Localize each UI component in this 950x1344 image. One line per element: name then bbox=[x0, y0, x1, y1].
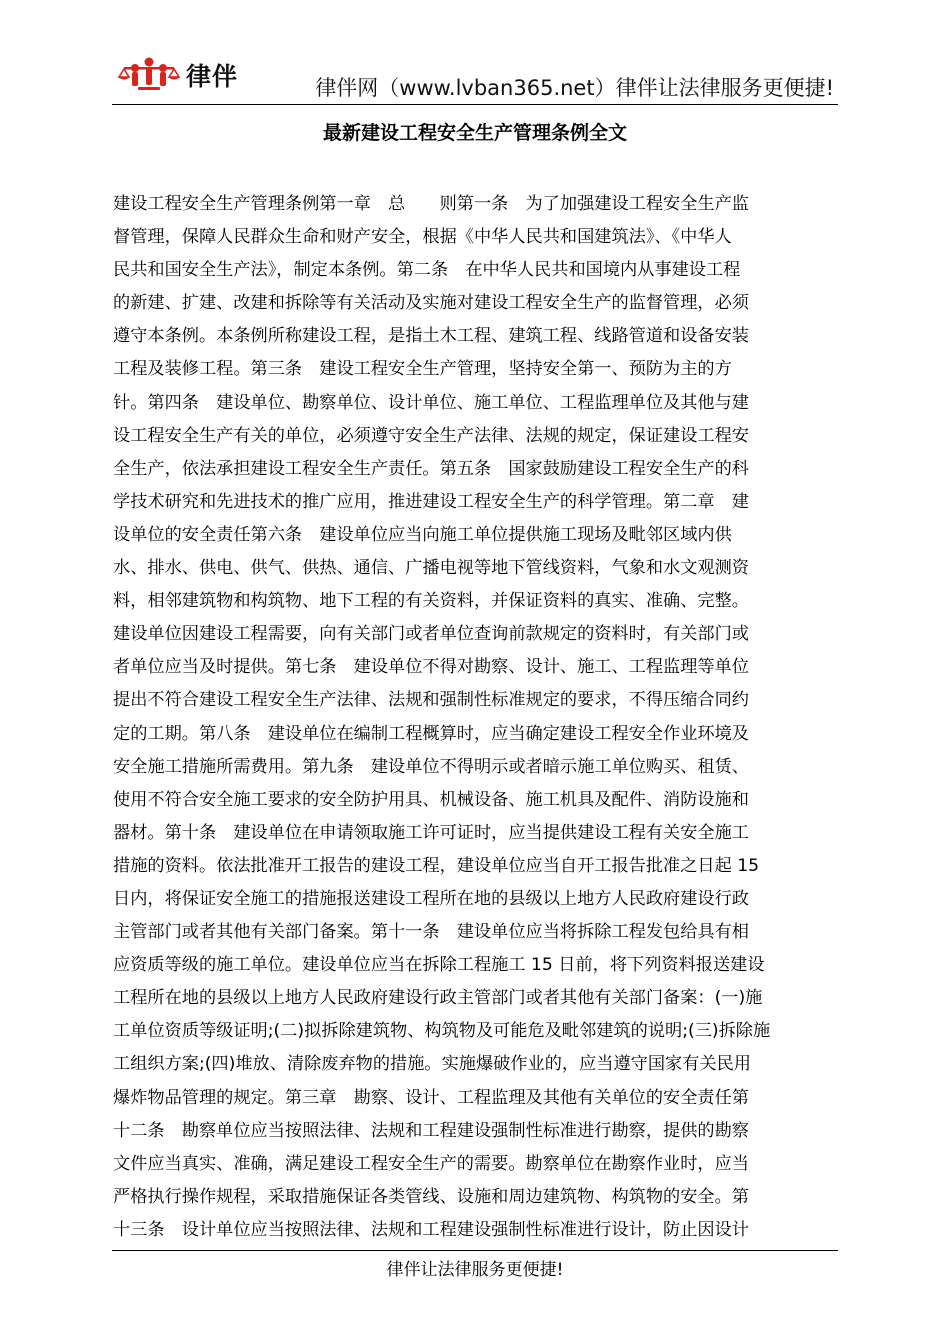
body-text-line: 料，相邻建筑物和构筑物、地下工程的有关资料，并保证资料的真实、准确、完整。 bbox=[113, 591, 749, 612]
body-text-line: 主管部门或者其他有关部门备案。第十一条 建设单位应当将拆除工程发包给具有相 bbox=[113, 922, 749, 943]
body-text-line: 工单位资质等级证明;(二)拟拆除建筑物、构筑物及可能危及毗邻建筑的说明;(三)拆除施 bbox=[113, 1021, 771, 1042]
site-tagline: 律伴网（www.lvban365.net）律伴让法律服务更便捷! bbox=[315, 76, 834, 100]
body-text-line: 器材。第十条 建设单位在申请领取施工许可证时，应当提供建设工程有关安全施工 bbox=[113, 822, 749, 843]
body-text-line: 全生产，依法承担建设工程安全生产责任。第五条 国家鼓励建设工程安全生产的科 bbox=[113, 458, 749, 479]
scales-of-justice-icon bbox=[116, 55, 182, 95]
body-text-line: 学技术研究和先进技术的推广应用，推进建设工程安全生产的科学管理。第二章 建 bbox=[113, 491, 749, 512]
body-text-line: 针。第四条 建设单位、勘察单位、设计单位、施工单位、工程监理单位及其他与建 bbox=[113, 392, 749, 413]
page-footer: 律伴让法律服务更便捷! bbox=[386, 1260, 564, 1280]
body-text-line: 建设工程安全生产管理条例第一章 总 则第一条 为了加强建设工程安全生产监 bbox=[113, 194, 749, 214]
body-text-line: 设单位的安全责任第六条 建设单位应当向施工单位提供施工现场及毗邻区域内供 bbox=[113, 524, 732, 545]
body-text-line: 使用不符合安全施工要求的安全防护用具、机械设备、施工机具及配件、消防设施和 bbox=[113, 789, 749, 810]
document-body bbox=[113, 188, 831, 1248]
body-text-line: 严格执行操作规程，采取措施保证各类管线、设施和周边建筑物、构筑物的安全。第 bbox=[113, 1186, 749, 1207]
body-text-line: 工组织方案;(四)堆放、清除废弃物的措施。实施爆破作业的，应当遵守国家有关民用 bbox=[113, 1054, 751, 1075]
body-text-line: 水、排水、供电、供气、供热、通信、广播电视等地下管线资料，气象和水文观测资 bbox=[113, 558, 749, 579]
body-text-line: 日内，将保证安全施工的措施报送建设工程所在地的县级以上地方人民政府建设行政 bbox=[113, 888, 749, 909]
body-text-line: 安全施工措施所需费用。第九条 建设单位不得明示或者暗示施工单位购买、租赁、 bbox=[113, 756, 749, 777]
body-text-line: 者单位应当及时提供。第七条 建设单位不得对勘察、设计、施工、工程监理等单位 bbox=[113, 657, 749, 678]
body-text-line: 十二条 勘察单位应当按照法律、法规和工程建设强制性标准进行勘察，提供的勘察 bbox=[113, 1120, 749, 1141]
body-text-line: 督管理，保障人民群众生命和财产安全，根据《中华人民共和国建筑法》、《中华人 bbox=[113, 227, 732, 248]
page-header bbox=[112, 48, 838, 105]
body-text-line: 工程及装修工程。第三条 建设工程安全生产管理，坚持安全第一、预防为主的方 bbox=[113, 359, 732, 380]
footer-divider bbox=[112, 1250, 838, 1251]
document-title: 最新建设工程安全生产管理条例全文 bbox=[322, 122, 627, 144]
body-text-line: 文件应当真实、准确，满足建设工程安全生产的需要。勘察单位在勘察作业时，应当 bbox=[113, 1153, 749, 1174]
body-text-line: 建设单位因建设工程需要，向有关部门或者单位查询前款规定的资料时，有关部门或 bbox=[113, 624, 749, 645]
body-text-line: 定的工期。第八条 建设单位在编制工程概算时，应当确定建设工程安全作业环境及 bbox=[113, 723, 749, 744]
body-text-line: 措施的资料。依法批准开工报告的建设工程，建设单位应当自开工报告批准之日起 15 bbox=[113, 855, 760, 876]
lvban-logo[interactable] bbox=[116, 54, 241, 96]
body-text-line: 的新建、扩建、改建和拆除等有关活动及实施对建设工程安全生产的监督管理，必须 bbox=[113, 293, 749, 314]
body-text-line: 民共和国安全生产法》，制定本条例。第二条 在中华人民共和国境内从事建设工程 bbox=[113, 260, 741, 281]
body-text-line: 工程所在地的县级以上地方人民政府建设行政主管部门或者其他有关部门备案：(一)施 bbox=[113, 988, 763, 1009]
logo-text: 律伴 bbox=[186, 62, 239, 91]
body-text-line: 十三条 设计单位应当按照法律、法规和工程建设强制性标准进行设计，防止因设计 bbox=[113, 1219, 749, 1240]
body-text-line: 遵守本条例。本条例所称建设工程，是指土木工程、建筑工程、线路管道和设备安装 bbox=[113, 326, 749, 347]
body-text-line: 提出不符合建设工程安全生产法律、法规和强制性标准规定的要求，不得压缩合同约 bbox=[113, 690, 749, 711]
body-text-line: 应资质等级的施工单位。建设单位应当在拆除工程施工 15 日前，将下列资料报送建设 bbox=[113, 955, 765, 976]
body-text-line: 爆炸物品管理的规定。第三章 勘察、设计、工程监理及其他有关单位的安全责任第 bbox=[113, 1087, 749, 1108]
body-text-line: 设工程安全生产有关的单位，必须遵守安全生产法律、法规的规定，保证建设工程安 bbox=[113, 425, 749, 446]
